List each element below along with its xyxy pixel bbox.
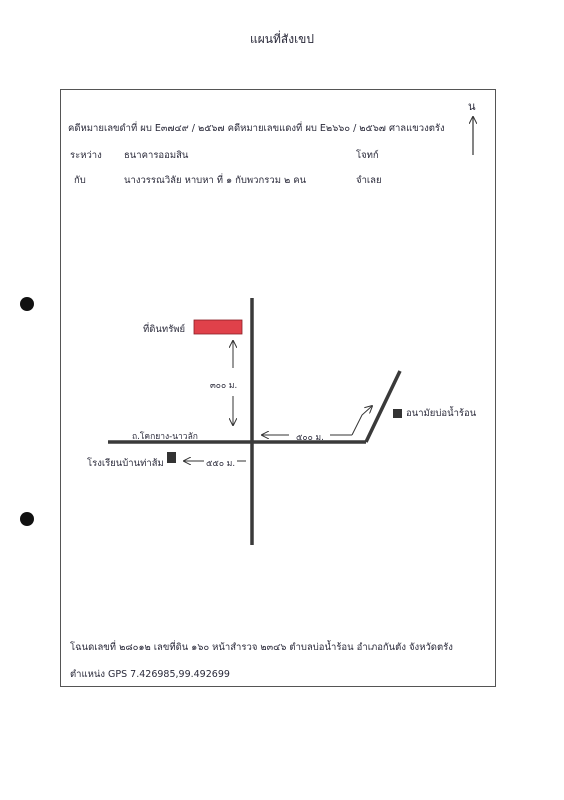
- property-label: ที่ดินทรัพย์: [143, 324, 186, 335]
- case-number-line: คดีหมายเลขดำที่ ผบ E๓๗๔๙ / ๒๕๖๗ คดีหมายเลขแดงที่ ผบ E๒๖๖๐ / ๒๕๖๗ ศาลแขวงตรัง: [68, 123, 445, 134]
- between-label: ระหว่าง: [70, 150, 102, 161]
- plaintiff-name: ธนาคารออมสิน: [124, 150, 189, 161]
- school-icon: [167, 452, 176, 463]
- vertical-distance-label: ๓๐๐ ม.: [210, 381, 238, 391]
- page-title: แผนที่สังเขป: [250, 32, 314, 46]
- right-distance-label: ๕๐๐ ม.: [296, 433, 324, 443]
- landmark-school: โรงเรียนบ้านท่าส้ม: [87, 458, 164, 469]
- health-center-icon: [393, 409, 402, 418]
- defendant-role: จำเลย: [356, 175, 382, 186]
- property-marker: [194, 320, 242, 334]
- with-label: กับ: [74, 175, 86, 186]
- plaintiff-role: โจทก์: [356, 150, 379, 161]
- gps-line: ตำแหน่ง GPS 7.426985,99.492699: [70, 669, 230, 680]
- north-label: น: [468, 100, 476, 113]
- left-distance-label: ๕๕๐ ม.: [206, 459, 236, 469]
- road-name-label: ถ.โคกยาง-นาวลัก: [132, 432, 198, 442]
- landmark-health-center: อนามัยบ่อน้ำร้อน: [406, 408, 477, 419]
- deed-info-line: โฉนดเลขที่ ๒๘๐๑๒ เลขที่ดิน ๑๖๐ หน้าสำรวจ ๒๓๔๖ ตำบลบ่อน้ำร้อน อำเภอกันตัง จังหวัดตรัง: [70, 642, 453, 653]
- defendant-name: นางวรรณวิลัย หาบหา ที่ ๑ กับพวกรวม ๒ คน: [124, 175, 307, 186]
